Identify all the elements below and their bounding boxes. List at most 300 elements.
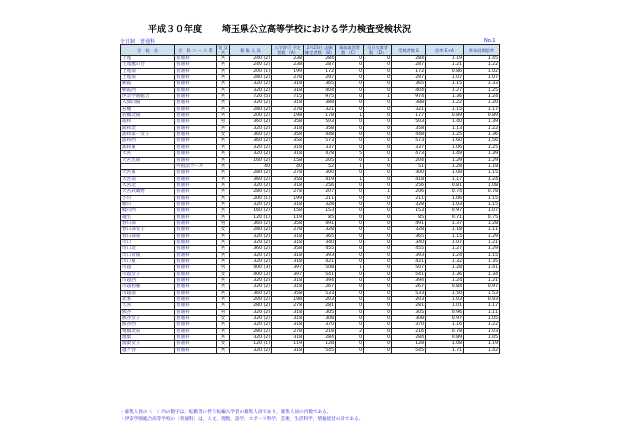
column-header: 昨年同期倍率 [464,45,500,56]
table-cell: 328 [304,227,336,233]
footnote-1: ・募集人員の（ ）内の数字は，転勤等に伴う転編入学者の募集人員であり，募集人員の内数である。 [120,410,332,415]
table-cell: 男 [217,265,230,271]
table-cell: 0.75 [464,214,500,220]
table-cell: 358 [272,246,304,252]
table-cell: 0.84 [426,284,464,290]
table-cell: 1.50 [426,290,464,296]
table-cell: 153 [392,208,426,214]
column-header: 倍率 E÷A [426,45,464,56]
footnote-2: ・伊奈学園総合高等学校の〔普通科〕は，人文，理数，語学，スポーツ科学，芸術，生活科学，情報経営の計である。 [120,417,364,422]
table-cell: 1.03 [426,201,464,207]
table-cell: 0 [336,303,364,309]
table-cell: 男 [217,220,230,226]
table-cell: 975 [304,94,336,100]
table-cell: 共 [217,239,230,245]
table-cell: 320 (2) [230,182,272,188]
table-cell: 491 [304,220,336,226]
table-cell: 共 [217,56,230,62]
table-cell: 0 [364,322,392,328]
table-cell: 305 [304,309,336,315]
table-cell: 1.22 [464,125,500,131]
table-cell: 0.86 [426,68,464,74]
table-cell: 2 [336,328,364,334]
table-cell: 1.11 [464,309,500,315]
table-cell: 0 [364,113,392,119]
table-cell: 287 [304,62,336,68]
table-cell: 318 [272,87,304,93]
table-cell: 浦和西 [121,138,175,144]
table-cell: 普通科 [175,189,217,195]
table-cell: 281 [304,303,336,309]
table-cell: 320 (2) [230,347,272,353]
table-cell: 朝霞西 [121,87,175,93]
table-cell: 238 [272,62,304,68]
table-cell: 1.25 [426,132,464,138]
table-cell: 1.24 [426,278,464,284]
table-cell: 1.21 [464,278,500,284]
table-cell: 205 [304,157,336,163]
table-cell: 720 (5) [230,94,272,100]
table-cell: 278 [272,303,304,309]
table-cell: 1.01 [426,303,464,309]
table-cell: 318 [272,252,304,258]
table-cell: 160 (2) [230,157,272,163]
table-cell: 0 [336,278,364,284]
table-cell: 普通科 [175,182,217,188]
table-cell: 320 (2) [230,151,272,157]
table-cell: 普通科 [175,328,217,334]
table-cell: 393 [304,252,336,258]
table-cell: 203 [392,297,426,303]
table-cell: 普通科 [175,75,217,81]
table-cell: 女 [217,341,230,347]
table-cell: 158 [272,208,304,214]
table-cell: 普通科 [175,303,217,309]
table-cell: 0 [336,252,364,258]
table-cell: 281 [392,303,426,309]
table-cell: 普通科 [175,176,217,182]
table-cell: 1.39 [464,151,500,157]
table-cell: 共 [217,87,230,93]
table-cell: 共 [217,94,230,100]
table-cell: 280 (2) [230,75,272,81]
table-cell: 共 [217,214,230,220]
table-cell: 0 [336,309,364,315]
table-cell: 358 [392,125,426,131]
table-cell: 共 [217,106,230,112]
table-cell: 388 [304,100,336,106]
table-cell: 桶川 [121,201,175,207]
table-cell: 0 [364,309,392,315]
table-cell: 普通科 [175,100,217,106]
table-cell: 308 [304,316,336,322]
table-cell: 0.78 [464,189,500,195]
table-cell: 普通科 [175,335,217,341]
table-cell: 普通科 [175,347,217,353]
table-cell: 0 [364,62,392,68]
table-cell: 51 [392,163,426,169]
table-cell: 1.37 [426,220,464,226]
table-cell: 318 [272,316,304,322]
table-cell: 128 [304,341,336,347]
table-cell: 1.16 [426,322,464,328]
table-cell: 普通科 [175,151,217,157]
table-cell: 1.17 [426,176,464,182]
table-cell: 199 [272,195,304,201]
title-main: 埼玉県公立高等学校における学力検査受検状況 [222,25,412,35]
table-cell: 172 [392,68,426,74]
table-header-row [121,45,500,56]
table-cell: 1.05 [464,335,500,341]
table-cell: 0.78 [426,328,464,334]
table-cell: 共 [217,81,230,87]
table-cell: 404 [304,87,336,93]
table-cell: 320 (2) [230,316,272,322]
table-cell: 0.96 [426,309,464,315]
table-cell: 1.36 [464,132,500,138]
table-cell: 普通科 [175,106,217,112]
table-cell: 5 [336,151,364,157]
table-cell: 熊谷女子 [121,316,175,322]
table-cell: 365 [392,233,426,239]
table-cell: 0 [336,119,364,125]
table-cell: 0 [364,87,392,93]
table-cell: 284 [392,56,426,62]
table-cell: 320 (2) [230,81,272,87]
table-cell: 478 [304,151,336,157]
table-cell: 1.20 [464,100,500,106]
table-cell: 1.08 [464,182,500,188]
table-cell: 1.32 [426,259,464,265]
table-cell: 1.36 [426,271,464,277]
table-cell: 177 [392,113,426,119]
table-cell: 0 [336,322,364,328]
table-cell: 0.89 [426,335,464,341]
table-cell: 普通科 [175,144,217,150]
table-cell: 1.17 [464,106,500,112]
table-cell: 普通科 [175,316,217,322]
table-cell: 川越初雁 [121,284,175,290]
column-header: 2月23日 志願確定者数 （B） [305,45,335,55]
table-cell: 1.49 [426,151,464,157]
table-cell: 1.24 [426,252,464,258]
table-cell: 573 [392,138,426,144]
table-cell: 普通科 [175,81,217,87]
table-cell: 川口北 [121,246,175,252]
table-cell: 共 [217,100,230,106]
table-cell: 318 [272,335,304,341]
table-cell: 0 [364,151,392,157]
table-cell: 974 [392,94,426,100]
table-cell: 1.07 [426,239,464,245]
table-cell: 普通科 [175,87,217,93]
table-cell: 共 [217,252,230,258]
table-cell: 共 [217,328,230,334]
table-cell: 栗橋北彩 [121,328,175,334]
table-cell: 0 [364,163,392,169]
table-cell: 0 [364,227,392,233]
table-cell: 共 [217,297,230,303]
table-cell: 普通科 [175,341,217,347]
table-cell: 240 (2) [230,56,272,62]
table-cell: 浦和 [121,119,175,125]
table-cell: 0 [336,220,364,226]
table-cell: 普通科 [175,214,217,220]
table-cell: 337 [392,144,426,150]
table-cell: 0 [364,239,392,245]
table-cell: 0 [364,132,392,138]
table-cell: 0 [364,316,392,322]
table-cell: 普通科 [175,138,217,144]
table-cell: 1.15 [426,106,464,112]
table-cell: 1.06 [426,195,464,201]
table-cell: 共 [217,68,230,74]
table-cell: 421 [304,259,336,265]
table-cell: 1.29 [426,157,464,163]
table-cell: 0.71 [426,214,464,220]
table-cell: 共 [217,195,230,201]
table-cell: 1.19 [426,56,464,62]
table-cell: 1.34 [464,271,500,277]
table-cell: 573 [304,138,336,144]
table-cell: 360 (2) [230,132,272,138]
table-cell: 1.40 [426,119,464,125]
table-cell: 455 [304,246,336,252]
table-cell: 伊奈学園総合 [121,94,175,100]
table-cell: 541 [392,271,426,277]
table-cell: 1.07 [464,75,500,81]
table-cell: 267 [304,284,336,290]
table-cell: 越生 [121,214,175,220]
table-cell: 普通科 [175,125,217,131]
table-cell: 1.03 [464,328,500,334]
table-cell: 0 [364,265,392,271]
table-cell: 0 [336,259,364,265]
table-cell: 1.15 [464,252,500,258]
table-cell: 320 (2) [230,252,272,258]
table-cell: 404 [392,87,426,93]
table-cell: 熊谷 [121,309,175,315]
table-cell: 普通科 [175,246,217,252]
table-cell: 211 [392,195,426,201]
table-cell: 1.18 [426,227,464,233]
table-cell: 0 [336,94,364,100]
table-cell: 320 (2) [230,201,272,207]
table-cell: 284 [304,56,336,62]
table-cell: 共 [217,182,230,188]
table-cell: 桶川西 [121,208,175,214]
table-cell: 共 [217,125,230,131]
table-cell: 1.24 [464,176,500,182]
table-cell: 256 [392,182,426,188]
table-cell: 浦和第一女子 [121,132,175,138]
table-cell: 1.02 [464,68,500,74]
table-cell: 473 [392,151,426,157]
table-cell: 1.45 [464,56,500,62]
table-cell: 448 [304,132,336,138]
table-cell: 284 [392,335,426,341]
table-cell: 女 [217,316,230,322]
table-cell: 共 [217,208,230,214]
table-cell: 共 [217,170,230,176]
table-cell: 218 [304,328,336,334]
table-body [121,56,500,354]
table-cell: 0.97 [426,316,464,322]
table-cell: 200 (1) [230,195,272,201]
table-cell: 共 [217,189,230,195]
column-header: 当日欠席者数 （D） [364,45,392,56]
table-cell: 越ケ谷 [121,347,175,353]
table-cell: 0 [336,271,364,277]
table-cell: 1.33 [464,81,500,87]
table-cell: 533 [392,290,426,296]
table-cell: 393 [392,252,426,258]
table-cell: 0 [364,170,392,176]
table-cell: 321 [304,106,336,112]
table-cell: 大宮 [121,151,175,157]
table-cell: 365 [304,233,336,239]
table-cell: 370 [392,322,426,328]
table-cell: 0 [336,341,364,347]
table-cell: 入間向陽 [121,100,175,106]
column-header: 男 女 共 [218,45,228,55]
table-cell: 358 [304,125,336,131]
table-cell: 川越西 [121,278,175,284]
table-cell: 280 (2) [230,106,272,112]
table-cell: 0.89 [426,113,464,119]
table-cell: 419 [304,176,336,182]
table-cell: 318 [272,151,304,157]
table-cell: 0 [336,284,364,290]
table-cell: 0 [336,208,364,214]
table-cell: 普通科 [175,233,217,239]
table-cell: 0 [336,347,364,353]
table-cell: 360 (2) [230,119,272,125]
table-cell: 308 [392,316,426,322]
table-cell: 0 [364,201,392,207]
table-cell: 203 [304,297,336,303]
table-cell: 0 [336,106,364,112]
table-cell: 女 [217,271,230,277]
table-cell: 上尾鷹の台 [121,62,175,68]
table-cell: 普通科 [175,265,217,271]
table-cell: 0 [364,144,392,150]
table-cell: 318 [272,284,304,290]
table-cell: 0 [336,144,364,150]
table-cell: 共 [217,347,230,353]
table-cell: 280 (2) [230,303,272,309]
table-cell: 0 [336,87,364,93]
table-cell: 200 (1) [230,68,272,74]
table-cell: 320 (2) [230,239,272,245]
table-cell: 278 [272,106,304,112]
table-cell: 715 [272,94,304,100]
table-cell: 0 [364,341,392,347]
table-cell: 1.29 [464,233,500,239]
table-cell: 1.28 [426,163,464,169]
table-cell: 358 [272,119,304,125]
table-cell: 共 [217,75,230,81]
table-cell: 川口青陵 [121,252,175,258]
table-cell: 1.22 [464,322,500,328]
table-cell: 久喜 [121,303,175,309]
table-cell: 119 [272,214,304,220]
table-cell: 1.07 [426,75,464,81]
table-cell: 360 (2) [230,138,272,144]
table-cell: 328 [392,227,426,233]
table-cell: 40 [272,163,304,169]
table-cell: 1 [364,94,392,100]
table-cell: 305 [392,309,426,315]
table-cell: 普通科 [175,208,217,214]
table-cell: 0 [336,239,364,245]
table-cell: 普通科 [175,271,217,277]
title-year: 平成３０年度 [148,25,203,35]
table-cell: 共 [217,138,230,144]
table-cell: 共 [217,259,230,265]
table-cell: 120 (1) [230,214,272,220]
table-cell: 280 (2) [230,328,272,334]
table-cell: 365 [392,81,426,87]
table-cell: 0 [336,233,364,239]
table-cell: 318 [272,233,304,239]
table-cell: 1.24 [464,94,500,100]
table-cell: 大宮南 [121,176,175,182]
table-cell: 85 [304,214,336,220]
table-cell: 0 [364,75,392,81]
table-cell: 鴻巣 [121,335,175,341]
table-cell: 397 [272,271,304,277]
table-cell: 1 [336,265,364,271]
table-cell: 0 [364,278,392,284]
table-cell: 318 [272,309,304,315]
table-cell: 1.15 [464,201,500,207]
table-cell: 418 [392,176,426,182]
table-cell: 0 [336,297,364,303]
table-cell: 533 [304,290,336,296]
table-cell: 女 [217,132,230,138]
table-cell: 318 [272,125,304,131]
table-cell: 0 [336,214,364,220]
table-cell: 普通科 [175,157,217,163]
table-cell: 0 [336,227,364,233]
table-cell: 318 [272,239,304,245]
table-cell: 284 [304,335,336,341]
table-cell: 358 [272,138,304,144]
table-cell: 岩槻北陵 [121,113,175,119]
table-cell: 0 [364,271,392,277]
table-cell: 1.22 [426,100,464,106]
table-cell: 普通科 [175,132,217,138]
table-cell: 女 [217,227,230,233]
table-cell: 1.60 [426,138,464,144]
table-cell: 360 (2) [230,220,272,226]
table-cell: 360 (2) [230,176,272,182]
table-cell: 共 [217,144,230,150]
table-cell: 206 [392,189,426,195]
table-cell: 321 [392,106,426,112]
table-cell: 119 [272,341,304,347]
table-cell: 普通科 [175,284,217,290]
table-cell: 鴻巣女子 [121,341,175,347]
table-cell: 0.93 [464,297,500,303]
table-cell: 238 [272,56,304,62]
table-cell: 大宮北 [121,182,175,188]
table-cell: 267 [392,284,426,290]
table-cell: 1.15 [464,170,500,176]
table-cell: 360 (2) [230,290,272,296]
table-cell: 503 [392,119,426,125]
